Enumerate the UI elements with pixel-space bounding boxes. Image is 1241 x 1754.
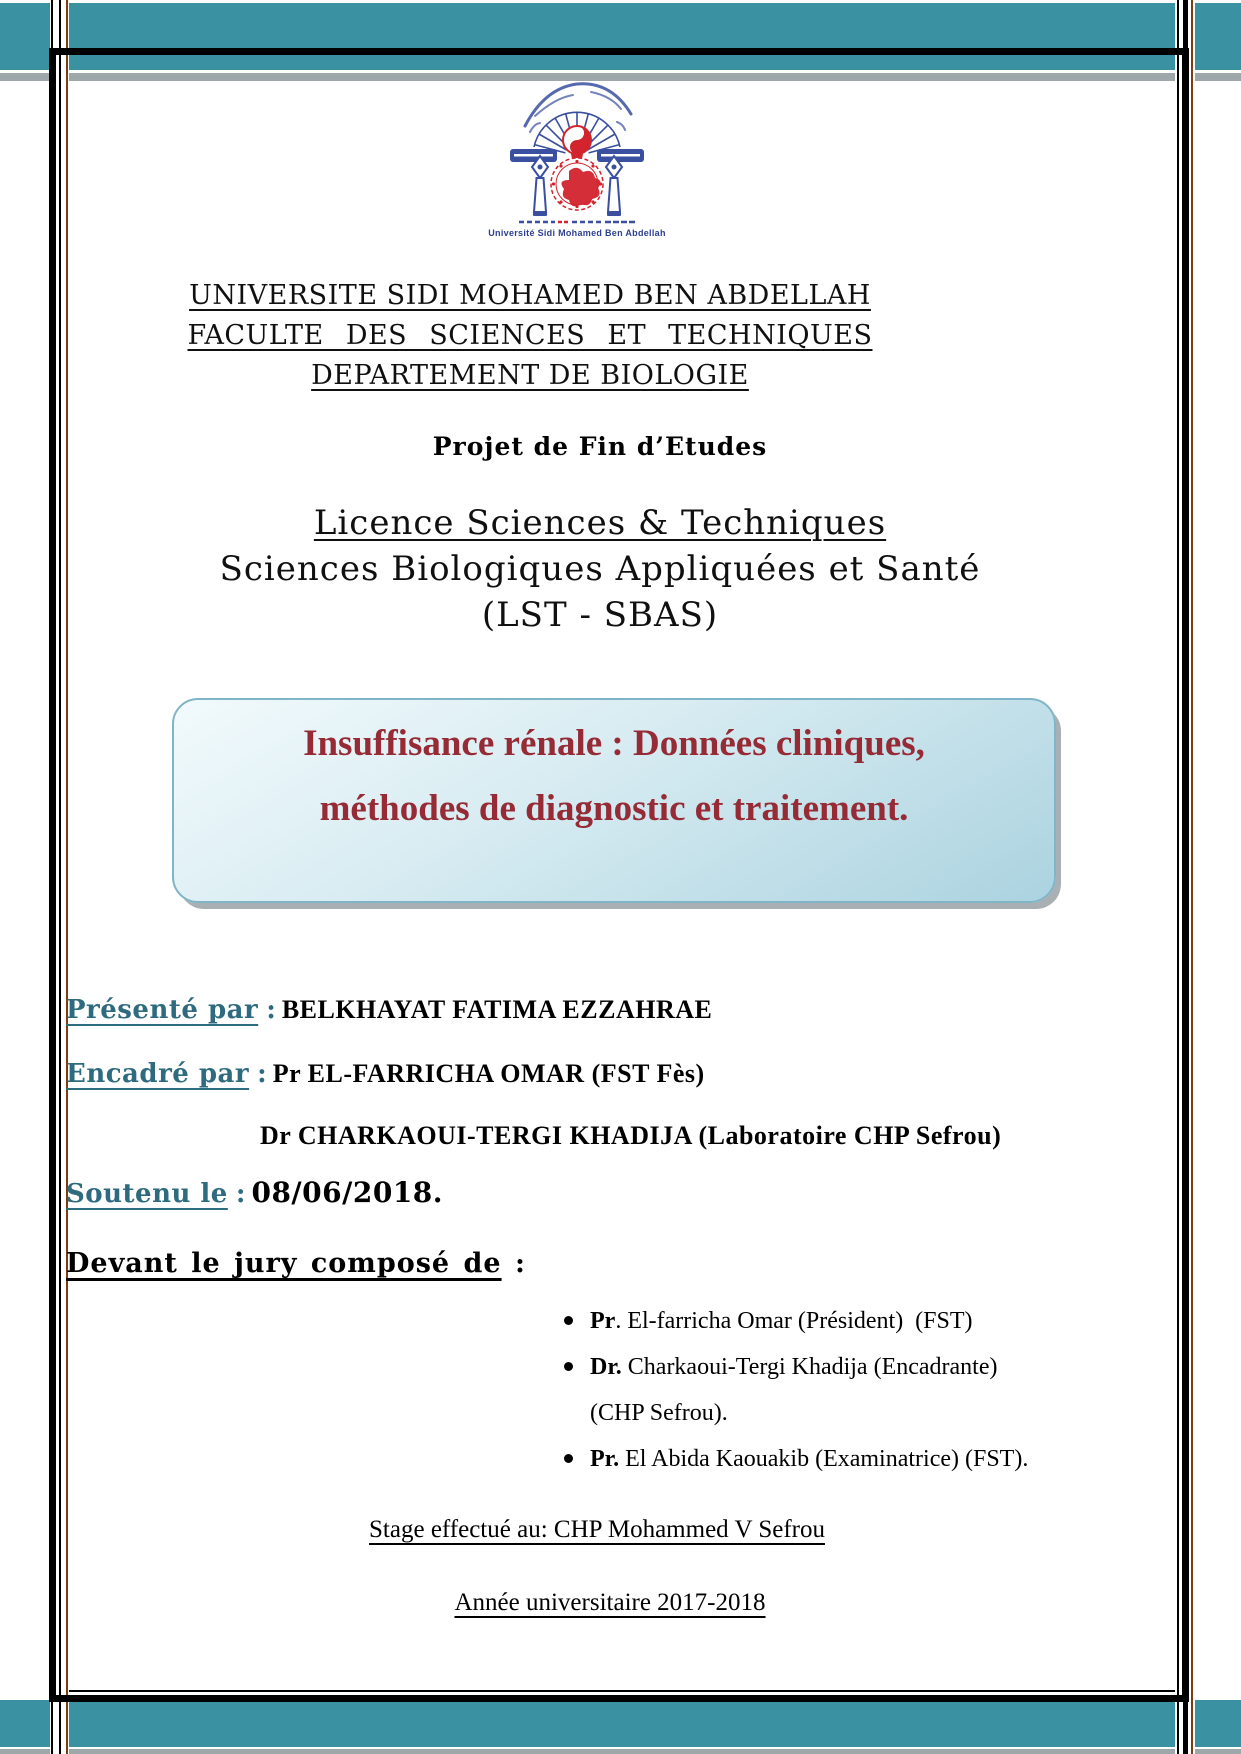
jury-member-name: El Abida Kaouakib (Examinatrice) (FST). <box>619 1446 1029 1472</box>
bullet-icon <box>564 1454 573 1463</box>
bottom-teal-band <box>0 1700 1241 1747</box>
jury-member <box>562 1436 1102 1482</box>
bottom-gray-shadow-band <box>0 1749 1241 1754</box>
program-speciality: Sciences Biologiques Appliquées et Santé <box>219 549 981 589</box>
jury-member <box>562 1298 1102 1344</box>
defended-on-label: Soutenu le <box>66 1179 228 1209</box>
thesis-title-line2: méthodes de diagnostic et traitement. <box>319 788 909 829</box>
jury-heading-text: Devant le jury composé de <box>66 1248 502 1279</box>
presented-by-colon: : <box>266 995 276 1025</box>
department-name: DEPARTEMENT DE BIOLOGIE <box>311 360 749 391</box>
jury-member-name-wrap: (CHP Sefrou). <box>590 1400 728 1426</box>
right-brown-rule <box>1191 0 1193 1754</box>
jury-member-name: Charkaoui-Tergi Khadija (Encadrante) <box>621 1354 998 1380</box>
logo-caption: Université Sidi Mohamed Ben Abdellah <box>488 228 666 238</box>
presented-by-value: BELKHAYAT FATIMA EZZAHRAE <box>281 995 713 1024</box>
presented-by-line <box>66 995 712 1025</box>
jury-member-title: Pr <box>590 1308 616 1334</box>
thesis-title-line1: Insuffisance rénale : Données cliniques, <box>303 723 925 764</box>
project-type: Projet de Fin d’Etudes <box>432 432 768 461</box>
jury-list <box>562 1298 1102 1482</box>
jury-member-name: . El-farricha Omar (Président) (FST) <box>615 1308 973 1334</box>
supervisor-1: Pr EL-FARRICHA OMAR (FST Fès) <box>272 1059 705 1088</box>
supervised-by-line <box>66 1059 705 1089</box>
academic-year: Année universitaire 2017-2018 <box>454 1589 766 1616</box>
supervisor-2-line <box>260 1121 1001 1151</box>
defended-on-colon: : <box>235 1179 246 1209</box>
program-abbreviation: (LST - SBAS) <box>481 595 719 635</box>
supervisor-2: Dr CHARKAOUI-TERGI KHADIJA (Laboratoire CHP Sefrou) <box>260 1121 1002 1150</box>
university-name: UNIVERSITE SIDI MOHAMED BEN ABDELLAH <box>189 280 871 311</box>
jury-member-title: Dr. <box>590 1354 622 1380</box>
jury-member <box>562 1344 1102 1436</box>
jury-heading-colon: : <box>501 1248 526 1279</box>
supervised-by-label: Encadré par <box>66 1059 250 1089</box>
defense-date: 08/06/2018. <box>251 1176 444 1209</box>
program-block <box>60 500 1140 638</box>
jury-heading <box>66 1248 526 1279</box>
faculty-name: FACULTE DES SCIENCES ET TECHNIQUES <box>187 320 873 351</box>
bullet-icon <box>564 1316 573 1325</box>
university-logo-icon <box>497 72 657 226</box>
presented-by-label: Présenté par <box>66 995 259 1025</box>
thesis-title-box <box>172 698 1056 903</box>
program-degree: Licence Sciences & Techniques <box>313 503 887 543</box>
internship-location: Stage effectué au: CHP Mohammed V Sefrou <box>369 1516 825 1543</box>
bullet-icon <box>564 1362 573 1371</box>
jury-member-title: Pr. <box>590 1446 620 1472</box>
defended-on-line <box>66 1176 443 1209</box>
supervised-by-colon: : <box>257 1059 267 1089</box>
university-headings <box>50 276 1010 396</box>
